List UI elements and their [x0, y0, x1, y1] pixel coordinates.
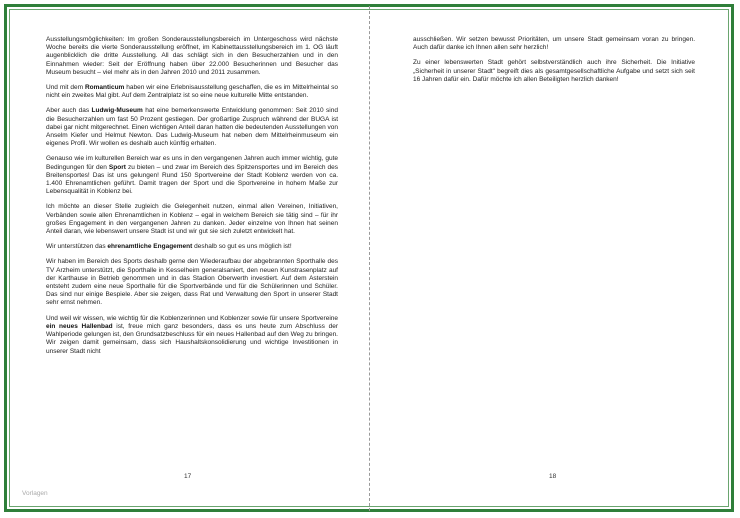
center-fold-line — [369, 6, 370, 511]
right-page — [413, 36, 695, 91]
watermark-text: Vorlagen — [22, 490, 48, 497]
paragraph: Wir haben im Bereich des Sports deshalb gerne den Wiederaufbau der abgebrannten Sporthalle des TV Arzheim unterstützt, die Sporthalle in Kesselheim generalsaniert, den neuen Kunstrasenplatz auf der Karthause in Betrieb genommen und in das Stadion Oberwerth investiert. Auf dem Asterstein entsteht zudem eine neue Sporthalle für die Sportverbände und für die Schülerinnen und Schüler. Das sind nur einige Bespiele. Aber sie zeigen, dass Rat und Verwaltung den Sport in unserer Stadt sehr ernst nehmen. — [46, 258, 338, 307]
paragraph: Ich möchte an dieser Stelle zugleich die Gelegenheit nutzen, einmal allen Vereinen, Initiativen, Verbänden sowie allen Ehrenamtlichen in Koblenz – egal in welchem Bereich sie tätig sind – für ihr großes Engagement in den vergangenen Jahren zu danken. Jeder einzelne von Ihnen hat seinen Anteil daran, wie lebenswert unsere Stadt ist und wir gut sie sich zuletzt entwickelt hat. — [46, 203, 338, 236]
paragraph: Und mit dem Romanticum haben wir eine Erlebnisausstellung geschaffen, die es im Mittelrheintal so nicht ein zweites Mal gibt. Auf dem Zentralplatz ist so eine neue kulturelle Mitte entstanden. — [46, 84, 338, 100]
paragraph: Genauso wie im kulturellen Bereich war es uns in den vergangenen Jahren auch immer wichtig, gute Bedingungen für den Sport zu bieten – und zwar im Bereich des Spitzensportes und im Bereich des Breitensportes! Das ist uns gelungen! Rund 150 Sportvereine der Stadt Koblenz werden von ca. 1.400 Ehrenamtlichen geführt. Damit tragen der Sport und die Sportvereine in hohem Maße zur Lebensqualität in Koblenz bei. — [46, 155, 338, 196]
page-number-right: 18 — [549, 473, 557, 480]
paragraph: Wir unterstützen das ehrenamtliche Engagement deshalb so gut es uns möglich ist! — [46, 243, 292, 251]
page-number-left: 17 — [184, 473, 192, 480]
left-page — [46, 36, 338, 363]
paragraph: Aber auch das Ludwig-Museum hat eine bemerkenswerte Entwicklung genommen: Seit 2010 sind die Besucherzahlen um fast 50 Prozent gestiegen. Der großartige Zuspruch während der BUGA ist dabei gar nicht mitgerechnet. Einen wichtigen Anteil daran hatten die bedeutenden Ausstellungen von Anselm Kiefer und Helmut Newton. Das Ludwig-Museum hat neben dem Mittelrheinmuseum ein eigenes Profil. Wir wollen es deshalb auch künftig erhalten. — [46, 107, 338, 148]
paragraph: ausschließen. Wir setzen bewusst Prioritäten, um unsere Stadt gemeinsam voran zu bringen. Auch dafür danke ich Ihnen allen sehr herzlich! — [413, 36, 695, 52]
paragraph: Zu einer lebenswerten Stadt gehört selbstverständlich auch ihre Sicherheit. Die Initiative „Sicherheit in unserer Stadt" begreift dies als gesamtgesellschaftliche Aufgabe und setzt sich seit 16 Jahren dafür ein. Dafür möchte ich allen Beteiligten herzlich danken! — [413, 59, 695, 83]
paragraph: Ausstellungsmöglichkeiten: Im großen Sonderausstellungsbereich im Untergeschoss wird nächste Woche bereits die vierte Sonderausstellung eröffnet, im Kabinettausstellungsbereich im 1. OG läuft augenblicklich die dritte Ausstellung. All das schlägt sich in den Besucherzahlen und in den Einnahmen wieder: Seit der Eröffnung haben über 22.000 Besucherinnen und Besucher das Museum besucht – viel mehr als in den Jahren 2010 und 2011 zusammen. — [46, 36, 338, 76]
paragraph: Und weil wir wissen, wie wichtig für die Koblenzerinnen und Koblenzer sowie für unsere Sportvereine ein neues Hallenbad ist, freue mich ganz besonders, dass es uns heute zum Abschluss der Wahlperiode gelungen ist, den Grundsatzbeschluss für ein neues Hallenbad auf den Weg zu bringen. Wir zeigen damit gemeinsam, dass sich Haushaltskonsolidierung und wichtige Investitionen in unserer Stadt nicht — [46, 314, 338, 355]
